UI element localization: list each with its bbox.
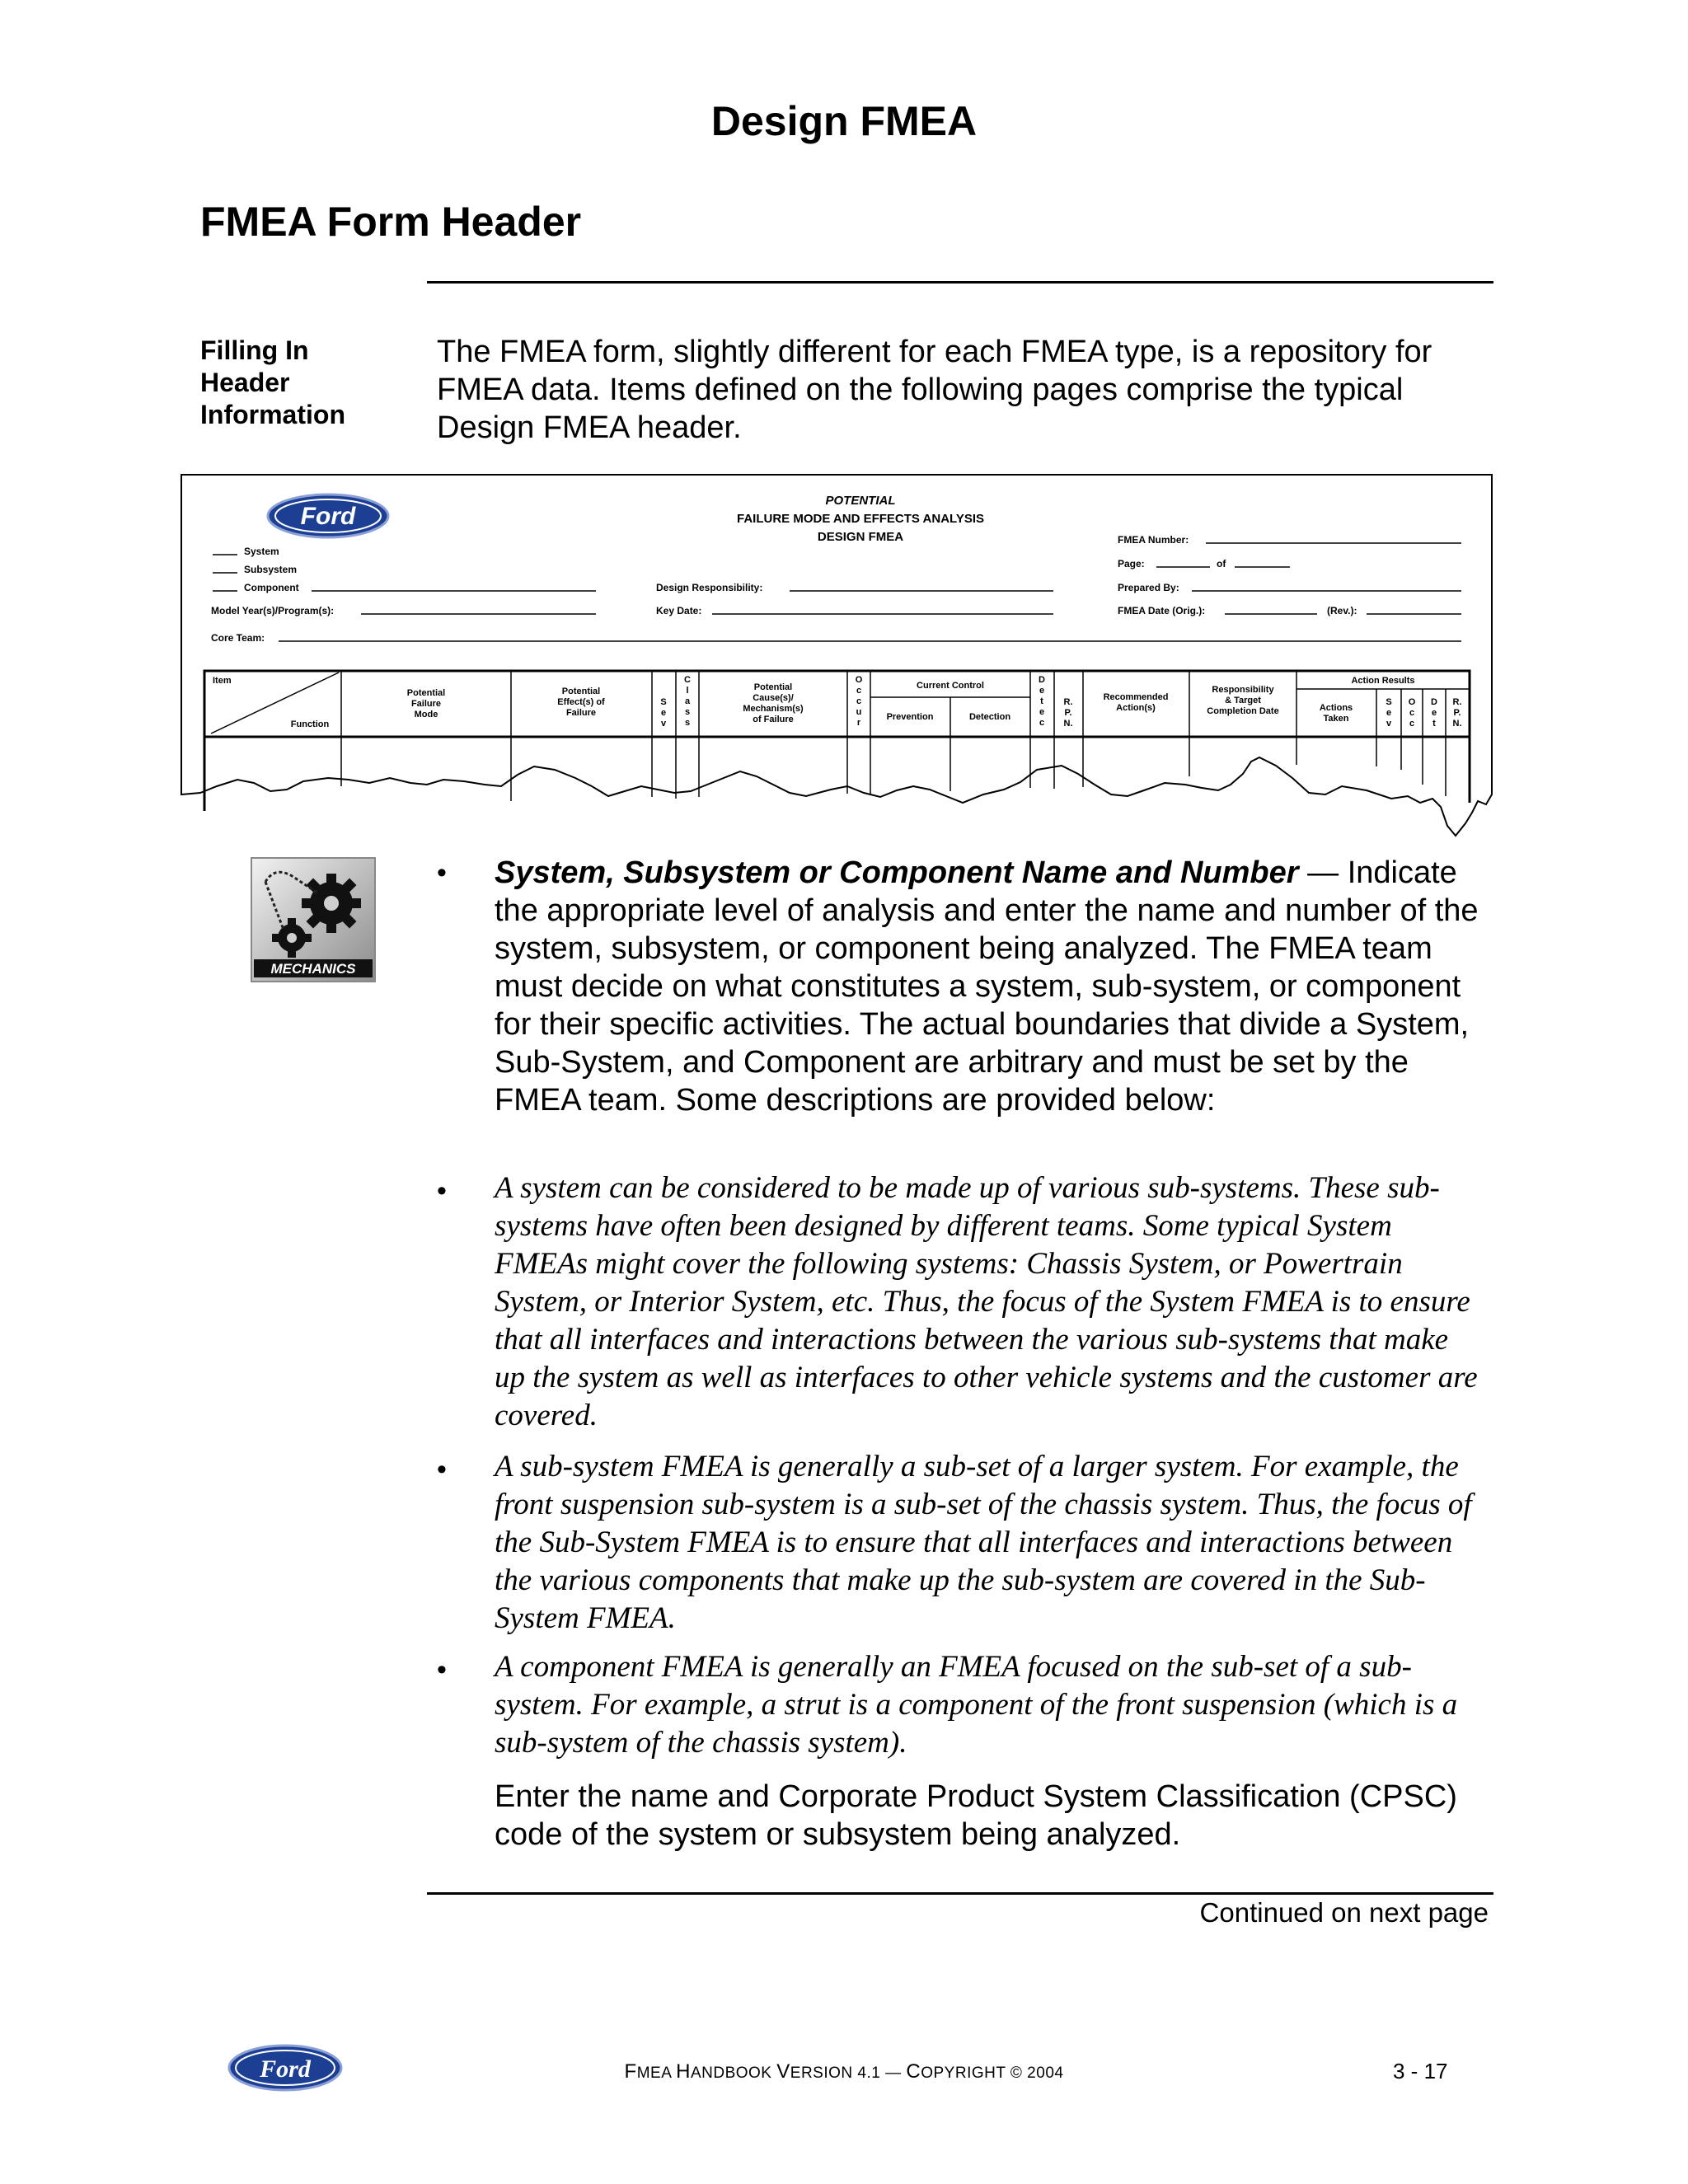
- closing-paragraph: Enter the name and Corporate Product System Classification (CPSC) code of the system or subsystem being analyzed.: [495, 1779, 1457, 1852]
- col-recommended-2: Action(s): [1116, 703, 1156, 713]
- col-sev-1: S: [660, 697, 667, 707]
- col-class-5: s: [684, 718, 691, 728]
- side-heading: [200, 335, 365, 431]
- col-effects-2: Effect(s) of: [557, 697, 605, 707]
- col-recommended-1: Recommended: [1103, 692, 1169, 702]
- form-field-key-date: Key Date:: [656, 605, 702, 616]
- col-detec-2: e: [1039, 686, 1045, 696]
- col-detec-1: D: [1039, 675, 1045, 685]
- footer-text-part: C: [906, 2060, 921, 2083]
- side-heading-line: Header: [200, 368, 290, 397]
- form-header-line3: DESIGN FMEA: [817, 530, 904, 544]
- intro-paragraph: The FMEA form, slightly different for each FMEA type, is a repository for FMEA data. Items defined on the following pages comprise the typical Design FMEA header.: [437, 335, 1432, 445]
- form-header-line1: POTENTIAL: [825, 494, 896, 508]
- form-field-core-team: Core Team:: [211, 632, 265, 644]
- footer-text-part: MEA: [636, 2064, 677, 2082]
- footer-text-part: ERSION 4.1 —: [790, 2064, 907, 2082]
- col-actions-taken-1: Actions: [1319, 703, 1353, 713]
- col-ar-occ-3: c: [1409, 719, 1415, 729]
- col-detection: Detection: [968, 712, 1011, 722]
- col-occur-1: O: [855, 675, 863, 685]
- mechanics-label: MECHANICS: [270, 961, 356, 977]
- bullet-system-subsystem-component: [495, 854, 1484, 1119]
- col-ar-occ-2: c: [1409, 708, 1415, 718]
- footer-ford-logo-text: Ford: [260, 2055, 311, 2083]
- col-responsibility-1: Responsibility: [1212, 685, 1274, 695]
- col-ar-sev-2: e: [1386, 708, 1392, 718]
- col-class-2: l: [686, 686, 689, 696]
- col-occur-4: u: [856, 707, 862, 717]
- form-field-subsystem: Subsystem: [244, 564, 298, 575]
- col-prevention: Prevention: [886, 712, 934, 722]
- footer-text-part: V: [776, 2060, 790, 2083]
- fmea-form-figure: [180, 473, 1493, 852]
- form-field-component: Component: [244, 582, 299, 593]
- continued-note: Continued on next page: [1199, 1897, 1489, 1928]
- col-ar-occ-1: O: [1408, 697, 1416, 707]
- col-ar-rpn-2: P.: [1453, 708, 1461, 718]
- col-ar-rpn-3: N.: [1452, 719, 1462, 729]
- form-field-design-responsibility: Design Responsibility:: [656, 582, 763, 593]
- col-actions-taken-2: Taken: [1323, 714, 1349, 724]
- col-cause-4: of Failure: [753, 715, 794, 724]
- form-field-prepared-by: Prepared By:: [1118, 582, 1179, 593]
- col-occur-3: c: [856, 696, 862, 706]
- form-field-of: of: [1217, 558, 1226, 569]
- col-cause-1: Potential: [753, 682, 793, 692]
- form-field-system: System: [244, 546, 279, 557]
- col-ar-rpn-1: R.: [1452, 697, 1462, 707]
- col-ar-sev-3: v: [1386, 719, 1392, 729]
- ford-logo: [268, 494, 388, 537]
- col-ar-det-3: t: [1432, 719, 1436, 729]
- page-title: Design FMEA: [710, 98, 978, 144]
- form-field-rev: (Rev.):: [1327, 605, 1357, 616]
- col-cause-2: Cause(s)/: [753, 693, 794, 703]
- col-sev-2: e: [660, 708, 667, 718]
- col-failure-mode-3: Mode: [414, 710, 438, 719]
- col-failure-mode-2: Failure: [410, 699, 442, 709]
- col-ar-det-1: D: [1431, 697, 1437, 707]
- col-effects-1: Potential: [561, 687, 601, 696]
- col-rpn-1: R.: [1063, 697, 1073, 707]
- col-current-control: Current Control: [917, 681, 984, 691]
- col-action-results: Action Results: [1351, 676, 1415, 686]
- form-field-fmea-date: FMEA Date (Orig.):: [1118, 605, 1206, 616]
- col-occur-5: r: [856, 718, 861, 728]
- bullet-marker: •: [437, 1175, 447, 1207]
- bullet-system-fmea: A system can be considered to be made up of various sub-systems. These sub-systems have often been designed by different teams. Some typical System FMEAs might cover the following systems: Chassis System, or Powertrain System, or Interior System, etc. Thus, the focus of the System FMEA is to ensure that all interfaces and interactions between the various sub-systems that make up the system as well as interfaces to other vehicle systems and the customer are covered.: [495, 1171, 1478, 1432]
- mechanics-icon: [251, 857, 376, 982]
- col-detec-5: c: [1039, 718, 1045, 728]
- bullet-marker: •: [437, 857, 447, 888]
- col-detec-3: t: [1040, 696, 1043, 706]
- col-cause-3: Mechanism(s): [743, 704, 804, 714]
- bullet-dash: —: [1298, 855, 1348, 890]
- form-field-fmea-number: FMEA Number:: [1118, 534, 1189, 546]
- form-field-model-year: Model Year(s)/Program(s):: [211, 605, 335, 616]
- footer-text-part: F: [624, 2060, 637, 2083]
- fmea-form-svg: [180, 473, 1493, 852]
- col-responsibility-2: & Target: [1225, 696, 1261, 705]
- bottom-rule: [427, 1892, 1493, 1895]
- col-ar-sev-1: S: [1386, 697, 1392, 707]
- col-detec-4: e: [1039, 707, 1045, 717]
- ford-logo-text: Ford: [300, 503, 356, 530]
- footer-text-part: ANDBOOK: [690, 2064, 777, 2082]
- page-number: 3 - 17: [1393, 2059, 1448, 2083]
- side-heading-line: Information: [200, 400, 345, 429]
- mechanics-icon-svg: [251, 857, 376, 982]
- footer-text-part: H: [676, 2060, 691, 2083]
- top-rule: [427, 281, 1493, 284]
- form-field-page: Page:: [1118, 558, 1145, 569]
- col-effects-3: Failure: [565, 708, 597, 718]
- bullet-component-fmea: A component FMEA is generally an FMEA focused on the sub-set of a sub-system. For example, a strut is a component of the front suspension (which is a sub-system of the chassis system).: [495, 1650, 1458, 1760]
- bullet-text: Indicate the appropriate level of analysis and enter the name and number of the system, subsystem, or component being analyzed. The FMEA team must decide on what constitutes a system, sub-system, or component for their specific activities. The actual boundaries that divide a System, Sub-System, and Component are arbitrary and must be set by the FMEA team. Some descriptions are provided below:: [495, 855, 1479, 1118]
- col-function: Function: [290, 719, 330, 729]
- col-rpn-3: N.: [1063, 719, 1073, 729]
- bullet-subsystem-fmea: A sub-system FMEA is generally a sub-set of a larger system. For example, the front suspension sub-system is a sub-set of the chassis system. Thus, the focus of the Sub-System FMEA is to ensure that all interfaces and interactions between the various components that make up the sub-system are covered in the Sub-System FMEA.: [495, 1450, 1472, 1635]
- col-item: Item: [213, 676, 232, 686]
- col-occur-2: c: [856, 686, 862, 696]
- bullet-marker: •: [437, 1654, 447, 1685]
- bullet-marker: •: [437, 1454, 447, 1485]
- section-title: FMEA Form Header: [200, 199, 582, 245]
- col-responsibility-3: Completion Date: [1207, 706, 1279, 716]
- col-class-1: C: [684, 675, 691, 685]
- col-ar-det-2: e: [1431, 708, 1437, 718]
- form-header-line2: FAILURE MODE AND EFFECTS ANALYSIS: [736, 512, 985, 526]
- bullet-term: System, Subsystem or Component Name and Number: [495, 855, 1299, 890]
- col-class-4: s: [684, 707, 691, 717]
- col-failure-mode-1: Potential: [406, 688, 446, 698]
- side-heading-line: Filling In: [200, 335, 309, 365]
- col-sev-3: v: [660, 719, 667, 729]
- col-class-3: a: [684, 696, 691, 706]
- footer-text-part: OPYRIGHT © 2004: [921, 2064, 1064, 2082]
- col-rpn-2: P.: [1064, 708, 1072, 718]
